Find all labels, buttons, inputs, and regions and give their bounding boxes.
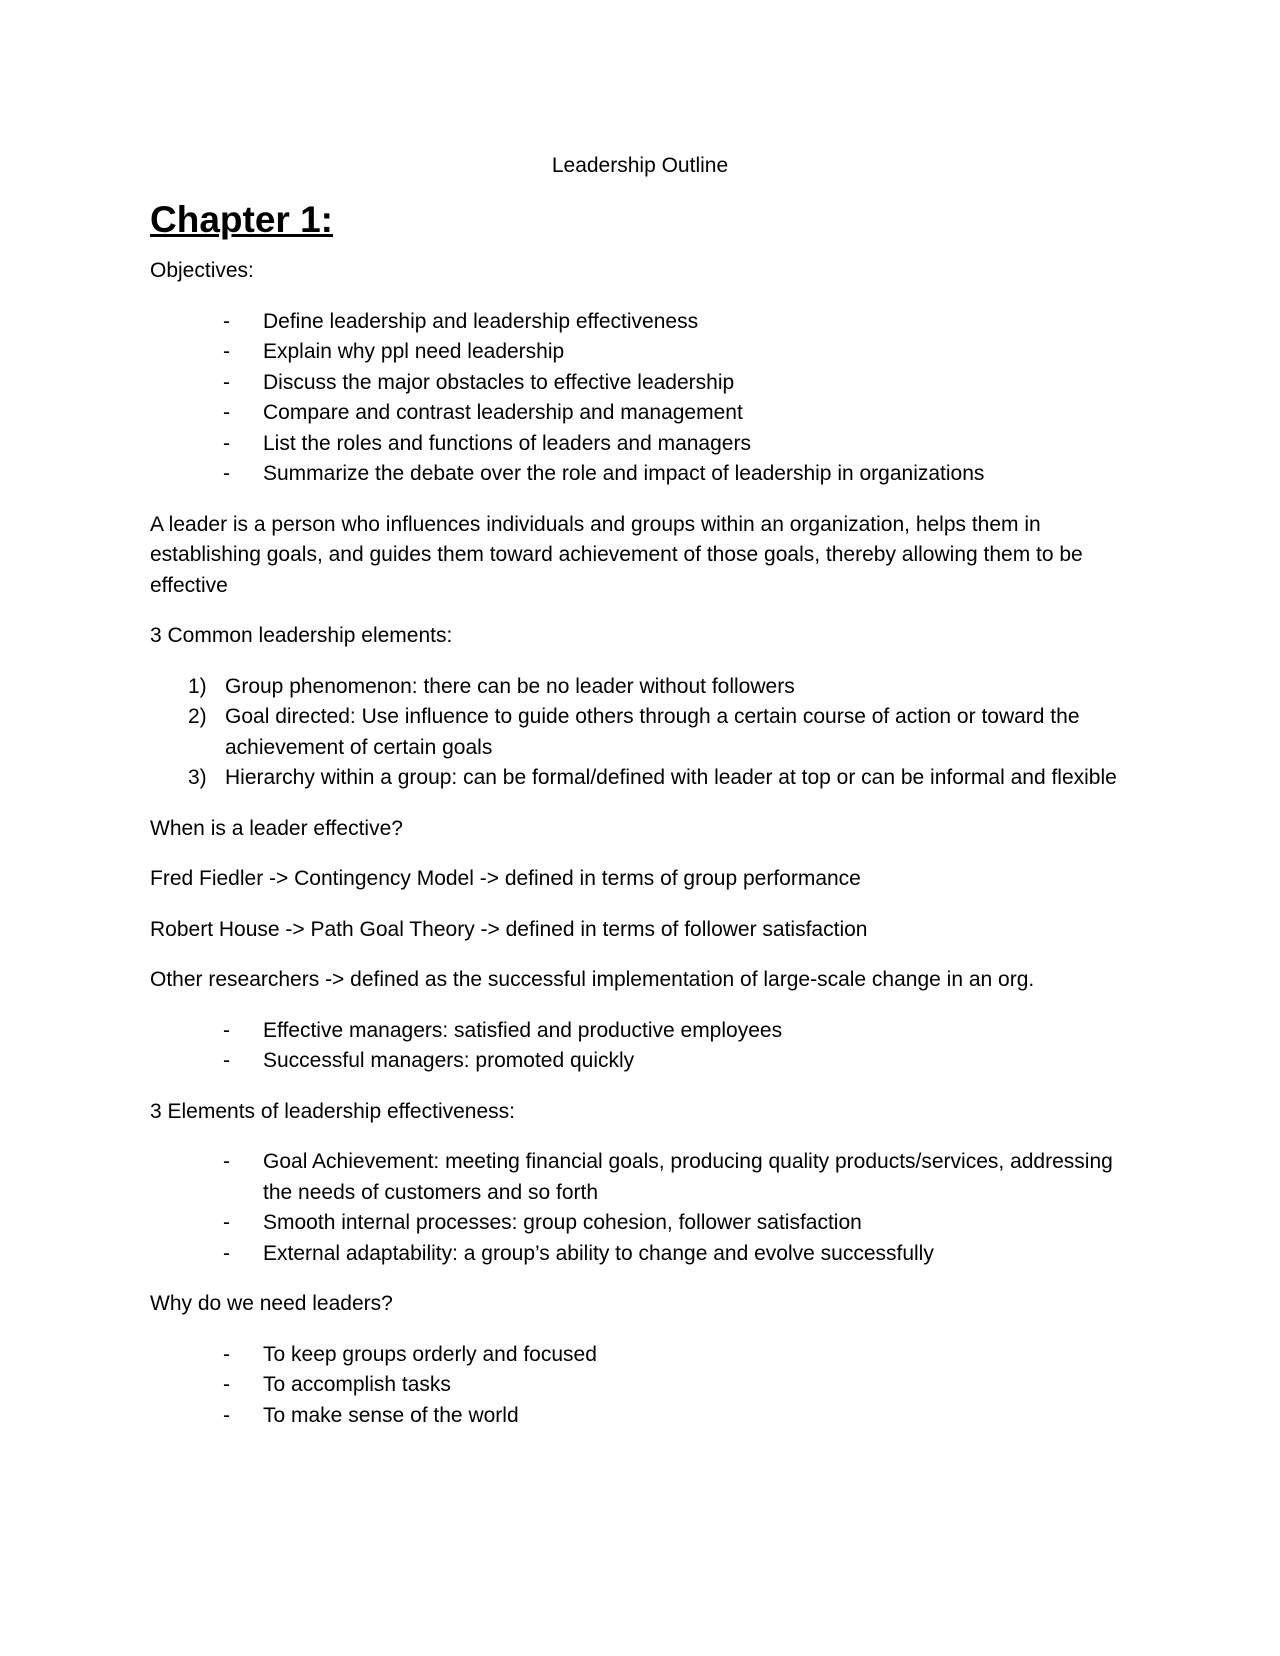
dash-marker: - (223, 401, 230, 424)
effectiveness-question: When is a leader effective? (150, 816, 403, 840)
list-item (150, 1239, 1130, 1270)
document-title: Leadership Outline (551, 154, 729, 177)
list-item-text: Group phenomenon: there can be no leader without followers (225, 674, 795, 698)
list-item-text: List the roles and functions of leaders and managers (263, 431, 751, 455)
list-item (150, 1016, 1130, 1047)
dash-marker: - (223, 1211, 230, 1234)
list-item (150, 337, 1130, 368)
house-line: Robert House -> Path Goal Theory -> defined in terms of follower satisfaction (150, 917, 868, 941)
objectives-label: Objectives: (150, 259, 254, 282)
dash-marker: - (223, 1373, 230, 1396)
dash-marker: - (223, 1403, 230, 1427)
dash-marker: - (223, 431, 230, 455)
dash-marker: - (223, 1342, 230, 1366)
list-item-text: Goal directed: Use influence to guide others through a certain course of action or toward the achievement of certain goals (225, 705, 1080, 759)
dash-marker: - (223, 370, 230, 394)
number-marker: 1) (188, 674, 207, 698)
page-content (150, 150, 1130, 1451)
common-elements-list (150, 672, 1130, 794)
list-item (150, 672, 1130, 703)
list-item-text: Discuss the major obstacles to effective leadership (263, 370, 735, 394)
list-item-text: Compare and contrast leadership and management (263, 401, 743, 424)
list-item (150, 398, 1130, 429)
list-item-text: To keep groups orderly and focused (263, 1342, 597, 1366)
list-item-text: Summarize the debate over the role and impact of leadership in organizations (263, 462, 985, 485)
fiedler-line: Fred Fiedler -> Contingency Model -> defined in terms of group performance (150, 867, 861, 890)
list-item (150, 1208, 1130, 1239)
list-item (150, 1370, 1130, 1401)
list-item (150, 307, 1130, 338)
list-item-text: Smooth internal processes: group cohesion, follower satisfaction (263, 1211, 862, 1234)
list-item-text: Goal Achievement: meeting financial goals, producing quality products/services, addressing the needs of customers and so forth (263, 1150, 1113, 1204)
list-item (150, 429, 1130, 460)
list-item-text: Explain why ppl need leadership (263, 340, 565, 363)
list-item-text: To accomplish tasks (263, 1373, 451, 1396)
need-leaders-question: Why do we need leaders? (150, 1292, 393, 1315)
objectives-list (150, 307, 1130, 490)
list-item (150, 459, 1130, 490)
list-item-text: External adaptability: a group’s ability to change and evolve successfully (263, 1241, 934, 1265)
leader-definition: A leader is a person who influences individuals and groups within an organization, helps them in establishing goals, and guides them toward achievement of those goals, thereby allowing them to be effective (150, 512, 1083, 597)
dash-marker: - (223, 1018, 230, 1042)
dash-marker: - (223, 1049, 230, 1072)
list-item (150, 368, 1130, 399)
list-item (150, 702, 1130, 763)
list-item (150, 1046, 1130, 1077)
list-item (150, 1401, 1130, 1432)
other-researchers-line: Other researchers -> defined as the successful implementation of large-scale change in an org. (150, 968, 1035, 991)
effectiveness-elements-label: 3 Elements of leadership effectiveness: (150, 1099, 515, 1123)
effectiveness-elements-list (150, 1147, 1130, 1269)
list-item-text: Successful managers: promoted quickly (263, 1049, 635, 1072)
dash-marker: - (223, 340, 230, 363)
dash-marker: - (223, 309, 230, 333)
number-marker: 2) (188, 705, 207, 728)
list-item-text: Effective managers: satisfied and productive employees (263, 1018, 783, 1042)
list-item (150, 1340, 1130, 1371)
chapter-heading: Chapter 1: (150, 199, 333, 240)
list-item-text: To make sense of the world (263, 1403, 519, 1427)
list-item-text: Hierarchy within a group: can be formal/defined with leader at top or can be informal and flexible (225, 766, 1117, 789)
list-item (150, 1147, 1130, 1208)
dash-marker: - (223, 1241, 230, 1265)
list-item (150, 763, 1130, 794)
dash-marker: - (223, 1150, 230, 1173)
list-item-text: Define leadership and leadership effectiveness (263, 309, 699, 333)
managers-list (150, 1016, 1130, 1077)
common-elements-label: 3 Common leadership elements: (150, 624, 453, 647)
need-leaders-list (150, 1340, 1130, 1432)
dash-marker: - (223, 462, 230, 485)
number-marker: 3) (188, 766, 207, 789)
